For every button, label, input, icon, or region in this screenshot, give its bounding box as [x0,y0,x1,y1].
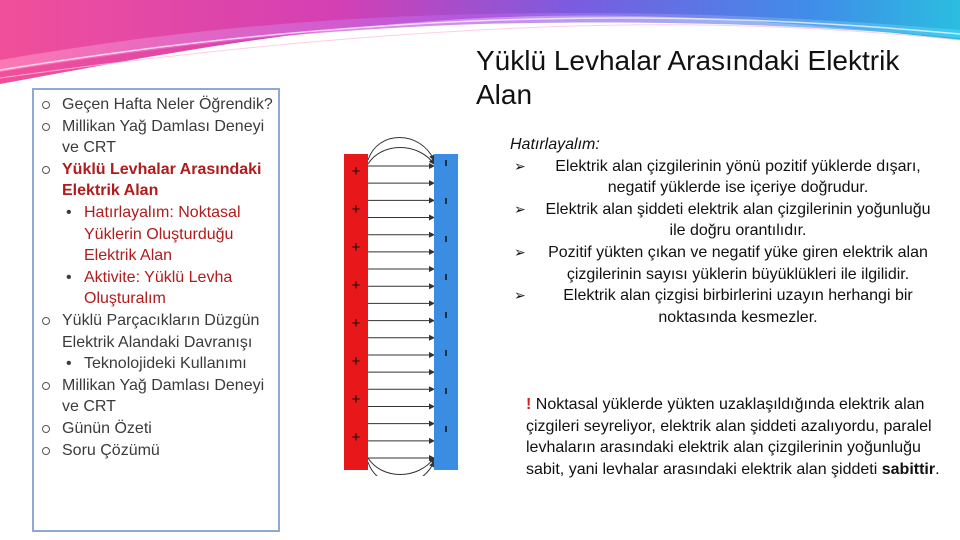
arrow-bullet-icon: ➢ [514,157,526,174]
exclamation-icon: ! [526,396,532,413]
positive-sign: + [351,315,361,332]
recall-item-text: Elektrik alan çizgisi birbirlerini uzayın herhangi bir noktasında kesmezler. [563,287,913,326]
note-text: Noktasal yüklerde yükten uzaklaşıldığında elektrik alan çizgileri seyreliyor, elektrik alan şiddeti azalıyordu, paralel levhaların arasındaki elektrik alan çizgilerinin yoğunluğu sabit, yani levhalar arasındaki elektrik alan şiddeti [526,396,932,478]
positive-sign: + [351,201,361,218]
agenda-item: Millikan Yağ Damlası Deneyi ve CRT [40,116,276,159]
arrow-bullet-icon: ➢ [514,287,526,304]
positive-sign: + [351,429,361,446]
positive-sign: + [351,277,361,294]
recall-item [510,156,940,199]
positive-sign: + [351,239,361,256]
fringe-field-line-top [368,138,434,161]
positive-sign: + [351,391,361,408]
agenda-item: Soru Çözümü [40,440,276,462]
agenda-subitem: • Teknolojideki Kullanımı [40,353,276,375]
fringe-field-line-top [368,148,434,165]
agenda-item: Günün Özeti [40,418,276,440]
fringe-field-line-bottom [368,462,434,476]
recall-item [510,242,940,285]
charged-plates-figure [338,120,474,476]
agenda-item: Yüklü Parçacıkların Düzgün Elektrik Alandaki Davranışı [40,310,276,353]
slide-title: Yüklü Levhalar Arasındaki Elektrik Alan [476,45,900,110]
note-paragraph [526,394,940,480]
recall-block [510,134,940,328]
recall-item [510,285,940,328]
positive-sign: + [351,353,361,370]
recall-item-text: Pozitif yükten çıkan ve negatif yüke giren elektrik alan çizgilerinin sayısı yüklerin büyüklükleri ile ilgilidir. [548,243,928,283]
agenda-item: Millikan Yağ Damlası Deneyi ve CRT [40,375,276,418]
note-emphasis: sabittir [881,460,936,478]
note-end: . [935,460,940,478]
agenda-item: Geçen Hafta Neler Öğrendik? [40,94,276,116]
recall-heading: Hatırlayalım: [510,136,600,153]
recall-list [510,156,940,329]
recall-item [510,199,940,242]
agenda-subitem: • Aktivite: Yüklü Levha Oluşturalım [40,267,276,310]
recall-item-text: Elektrik alan şiddeti elektrik alan çizgilerinin yoğunluğu ile doğru orantılıdır. [545,200,931,240]
arrow-bullet-icon: ➢ [514,243,526,260]
agenda-item: Yüklü Levhalar Arasındaki Elektrik Alan [40,159,276,202]
agenda-outline [40,94,276,461]
fringe-field-line-bottom [368,458,434,475]
agenda-subitem: • Hatırlayalım: Noktasal Yüklerin Oluşturduğu Elektrik Alan [40,202,276,267]
positive-sign: + [351,163,361,180]
arrow-bullet-icon: ➢ [514,200,526,217]
recall-item-text: Elektrik alan çizgilerinin yönü pozitif yüklerde dışarı, negatif yüklerde ise içeriye doğrudur. [555,157,921,197]
